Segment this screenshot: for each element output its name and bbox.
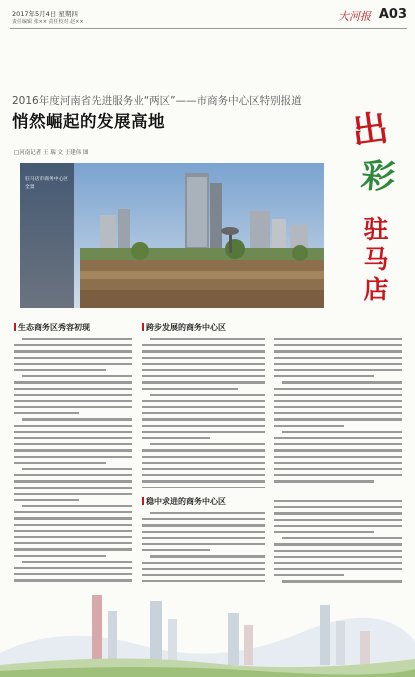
section-marker xyxy=(142,323,144,331)
section-heading-2 xyxy=(142,322,226,333)
body-column-2 xyxy=(142,338,265,488)
photo-caption: 驻马店市商务中心区全景 xyxy=(20,163,74,308)
skyline-illustration xyxy=(0,583,415,677)
decorative-char-1: 出 xyxy=(349,106,391,154)
section-heading-3 xyxy=(142,496,226,507)
city-name-vertical: 驻马店 xyxy=(363,215,389,304)
issue-date: 2017年5月4日 星期四 xyxy=(12,10,78,18)
section-title: 跨步发展的商务中心区 xyxy=(146,323,226,332)
skyline-graphic xyxy=(0,583,415,677)
editor-credits: 责任编辑 张×× 责任校对 赵×× xyxy=(12,19,84,25)
body-column-3 xyxy=(274,338,402,488)
section-marker xyxy=(142,497,144,505)
section-marker xyxy=(14,323,16,331)
section-heading-1 xyxy=(14,322,90,333)
body-column-1 xyxy=(14,338,132,582)
page-number: A03 xyxy=(378,7,407,22)
page-header xyxy=(10,6,407,34)
section-title: 稳中求进的商务中心区 xyxy=(146,497,226,506)
newspaper-brand: 大河报 xyxy=(338,10,371,23)
article-headline: 悄然崛起的发展高地 xyxy=(12,112,165,131)
lead-photo xyxy=(20,163,324,308)
decorative-char-2: 彩 xyxy=(359,155,397,199)
section-title: 生态商务区秀容初现 xyxy=(18,323,90,332)
article-kicker: 2016年度河南省先进服务业“两区”——市商务中心区特别报道 xyxy=(12,95,302,107)
header-rule xyxy=(10,28,407,29)
article-byline: □河南记者 王 瑞 文 王建伟 图 xyxy=(14,150,89,156)
